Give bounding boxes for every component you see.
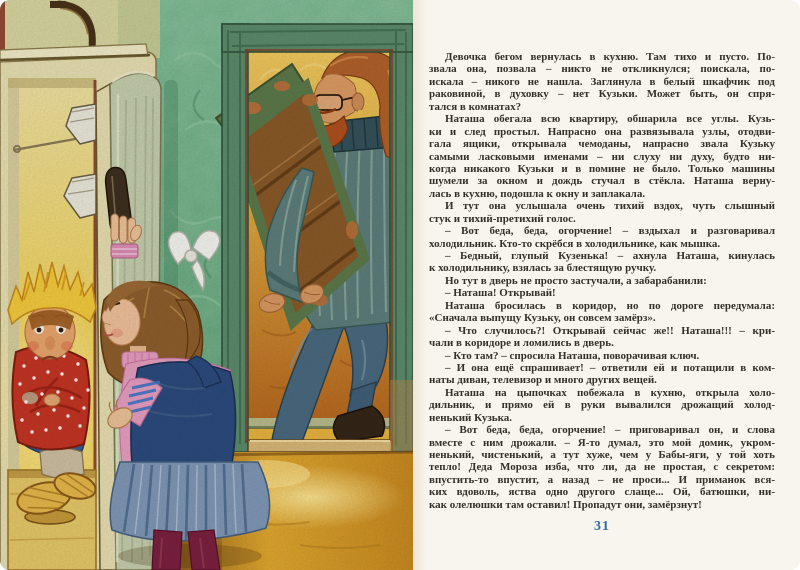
- paragraph: [429, 275, 775, 287]
- story-text: [429, 51, 775, 511]
- paragraph: [429, 424, 775, 511]
- paragraph: [429, 51, 775, 113]
- paragraph: [429, 225, 775, 250]
- text-line: как олелюшки там оставил! Пропадут они, замёрзнут!: [429, 498, 702, 511]
- text-line: ненький, чистенький, а тут хуже, чем у Бабы-яги, у той хоть: [429, 449, 775, 461]
- paragraph: [429, 200, 775, 225]
- text-line: искала – никого не нашла. Заглянула в белый шкафчик под: [429, 75, 775, 88]
- text-line: «Сначала выпущу Кузьку, он совсем замёрз».: [429, 312, 656, 325]
- paragraph: [429, 325, 775, 350]
- text-line: – И она ещё спрашивает! – ответили ей и потащили в ком-: [445, 361, 775, 374]
- text-line: тепло! Деда Мороза изба, что ли, да не простая, с секретом:: [429, 461, 775, 474]
- paragraph: [429, 300, 775, 325]
- text-line: – Что случилось?! Открывай сейчас же!! Наташа!!! – кри-: [445, 324, 775, 337]
- paragraph: [429, 350, 775, 362]
- text-line: – Вот беда, беда, огорчение! – вздыхал и разговаривал: [445, 225, 775, 238]
- text-line: Наташа обегала всю квартиру, обшарила все углы. Кузь-: [445, 113, 775, 126]
- text-line: гала ящики, открывала чемоданы, напрасно звала Кузьку: [429, 138, 775, 151]
- text-line: стук и тихий-претихий голос.: [429, 212, 576, 225]
- text-line: самыми ласковыми именами – ни слуху ни духу, будто ни-: [429, 150, 775, 163]
- text-line: чали в коридоре и ломились в дверь.: [429, 337, 614, 350]
- text-line: впустить-то впустит, а назад – не проси... И приманок вся-: [429, 473, 775, 486]
- paragraph: [429, 113, 775, 200]
- text-line: к холодильнику, взялась за блестящую ручку.: [429, 262, 657, 275]
- story-page: [413, 0, 800, 570]
- text-line: когда никакого Кузьки и в помине не было. Только машины: [429, 162, 775, 175]
- text-line: И тут она услышала очень тихий вздох, чуть слышный: [445, 200, 775, 213]
- text-line: вместе с ним дрожали. – Я-то думал, это мой домик, укром-: [429, 436, 775, 449]
- text-line: – Бедный, глупый Кузенька! – ахнула Наташа, кинулась: [445, 250, 775, 262]
- text-line: – Вот беда, беда, огорчение! – приговаривал он, и слова: [445, 424, 775, 437]
- text-line: холодильник. Кто-то скрёбся в холодильнике, как мышка.: [429, 237, 721, 250]
- text-line: наты диван, телевизор и много других вещей.: [429, 374, 657, 387]
- text-line: раковиной, в духовку – нет Кузьки. Может быть, он спря-: [429, 88, 775, 101]
- paragraph: [429, 250, 775, 275]
- text-line: – Кто там? – спросила Наташа, поворачивая ключ.: [445, 349, 700, 362]
- text-line: шумели за окном и дождь стучал в стёкла. Наташа верну-: [429, 175, 775, 188]
- text-line: звала она, позвала – никто не откликнулся; поискала, по-: [429, 63, 775, 76]
- text-line: ких вдоволь, яства одно другого слаще... Ой, батюшки, ни-: [429, 486, 775, 499]
- text-line: лась в кухню, подошла к окну и заплакала.: [429, 187, 646, 200]
- text-line: Девочка бегом вернулась в кухню. Там тихо и пусто. По-: [445, 51, 775, 63]
- text-line: Наташа на цыпочках побежала в кухню, открыла холо-: [445, 386, 775, 399]
- text-line: – Наташа! Открывай!: [445, 287, 556, 300]
- text-line: дильник, и прямо ей в руки вывалился дрожащий холод-: [429, 399, 775, 412]
- paragraph: [429, 287, 775, 299]
- text-line: ки и след простыл. Напрасно она развязывала узлы, отодви-: [429, 125, 775, 138]
- text-line: Но тут в дверь не просто застучали, а забарабанили:: [445, 274, 707, 287]
- paragraph: [429, 362, 775, 387]
- paragraph: [429, 387, 775, 424]
- page-number: 31: [594, 519, 610, 534]
- text-line: тался в комнатах?: [429, 100, 522, 113]
- text-line: ненький Кузька.: [429, 411, 512, 424]
- text-line: Наташа бросилась в коридор, но по дороге передумала:: [445, 299, 775, 312]
